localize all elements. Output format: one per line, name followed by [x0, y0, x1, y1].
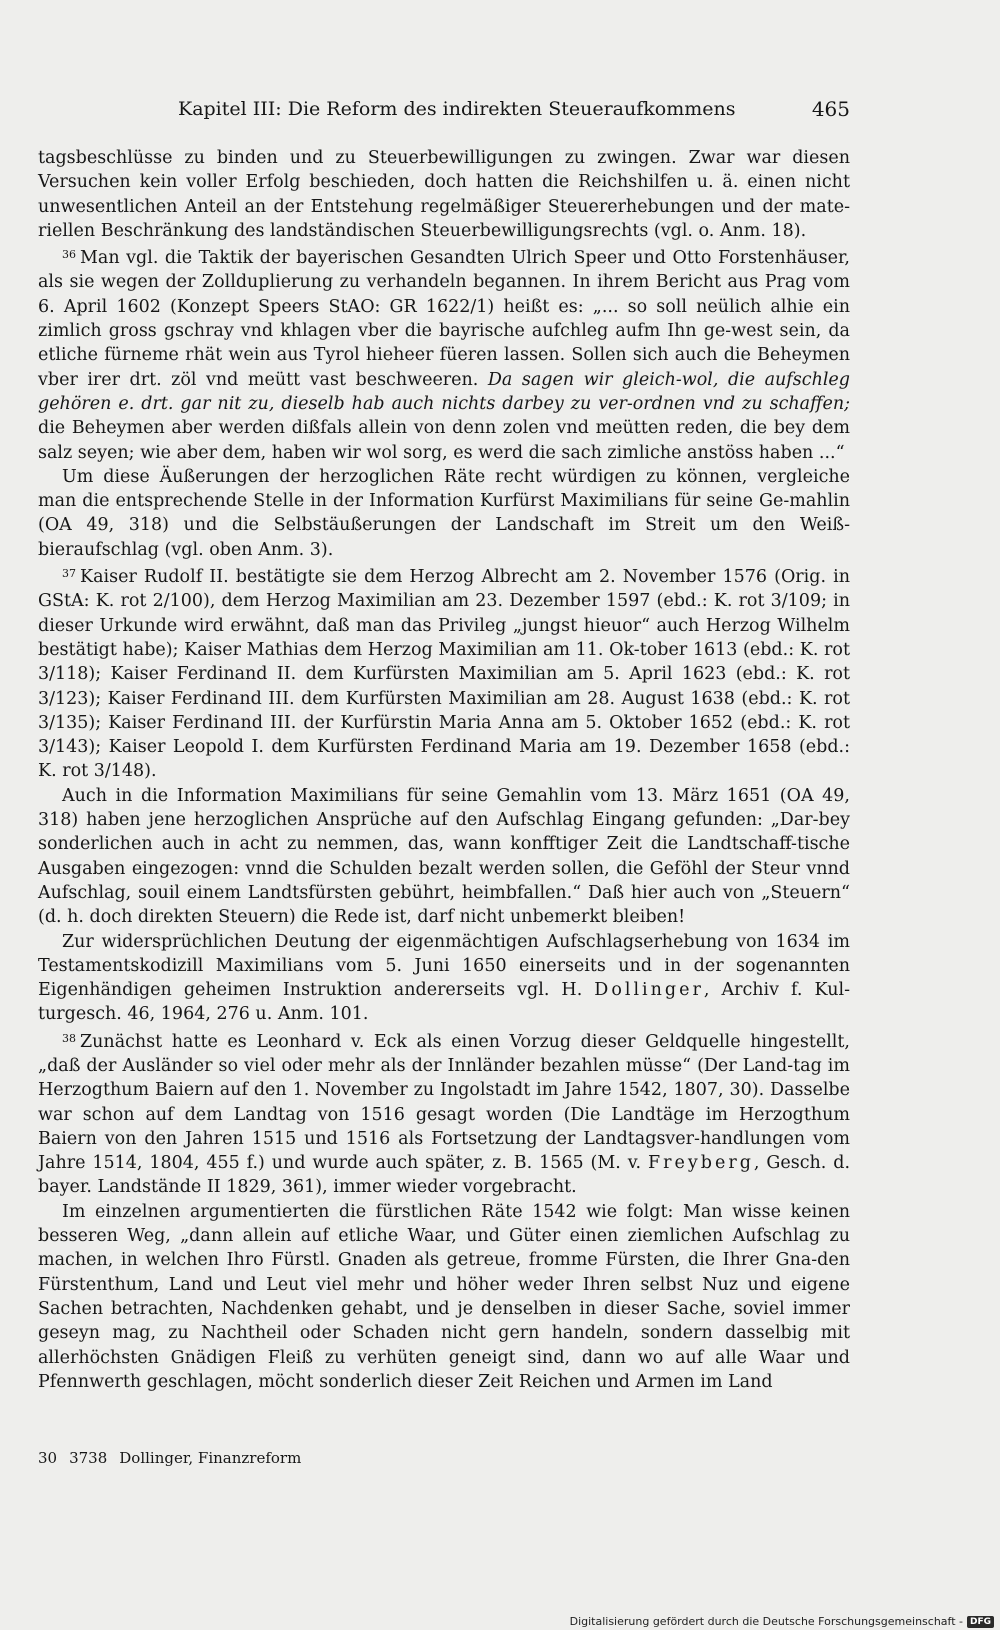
- footnote-marker: 38: [62, 1031, 76, 1045]
- author-name: Dollinger: [594, 980, 704, 1001]
- short-title: Dollinger, Finanzreform: [119, 1449, 302, 1467]
- paragraph: Um diese Äußerungen der herzoglichen Räte recht würdigen zu können, vergleiche man die entsprechende Stelle in der Information Kurfürst Maximilians für seine Ge-mahlin (OA 49, 318) und die Selbstäußerungen der Landschaft im Streit um den Weiß-bieraufschlag (vgl. oben Anm. 3).: [38, 466, 850, 560]
- italic-quote: Da sagen wir gleich-wol, die aufschleg gehören e. drt. gar nit zu, dieselb hab auch nichts darbey zu ver-ordnen vnd zu schaffen;: [38, 369, 850, 414]
- paragraph: Auch in die Information Maximilians für seine Gemahlin vom 13. März 1651 (OA 49, 318) haben jene herzoglichen Ansprüche auf den Aufschlag Eingang gefunden: „Dar-bey sonderlichen auch in acht zu nemmen, das, wann konfftiger Zeit die Landtschaff-tische Ausgaben eingezogen: vnnd die Schulden bezalt werden sollen, die Geföhl der Steur vnnd Aufschlag, souil einem Landtsfürsten gebührt, heimbfallen.“ Daß hier auch von „Steuern“ (d. h. doch direkten Steuern) die Rede ist, darf nicht unbemerkt bleiben!: [38, 785, 850, 928]
- footnote-37: $^{37}$ Kaiser Rudolf II. bestätigte sie dem Herzog Albrecht am 2. November 1576 (Orig. in GStA: K. rot 2/100), dem Herzog Maximilian am 23. Dezember 1597 (ebd.: K. rot 3/109; in dieser Urkunde wird erwähnt, daß man das Privileg „jungst hieuor“ auch Herzog Wilhelm bestätigt habe); Kaiser Mathias dem Herzog Maximilian am 11. Ok-tober 1613 (ebd.: K. rot 3/118); Kaiser Ferdinand II. dem Kurfürsten Maximilian am 5. April 1623 (ebd.: K. rot 3/123); Kaiser Ferdinand III. dem Kurfürsten Maximilian am 28. August 1638 (ebd.: K. rot 3/135); Kaiser Ferdinand III. der Kurfürstin Maria Anna am 5. Oktober 1652 (ebd.: K. rot 3/143); Kaiser Leopold I. dem Kurfürsten Ferdinand Maria am 19. Dezember 1658 (ebd.: K. rot 3/148).: [38, 567, 850, 782]
- footnote-36: $^{36}$ Man vgl. die Taktik der bayerischen Gesandten Ulrich Speer und Otto Forstenhäuser, als sie wegen der Zollduplierung zu verhandeln begannen. In ihrem Bericht aus Prag vom 6. April 1602 (Konzept Speers StAO: GR 1622/1) heißt es: „... so soll neülich alhie ein zimlich gross gschray vnd khlagen vber die bayrische aufchleg aufm Ihn ge-west sein, da etliche fürneme rhät wein aus Tyrol hieheer füeren lassen. Sollen sich auch die Beheymen vber irer drt. zöl vnd meütt vast beschweeren. Da sagen wir gleich-wol, die aufschleg gehören e. drt. gar nit zu, dieselb hab auch nichts darbey zu ver-ordnen vnd zu schaffen; die Beheymen aber werden dißfals allein von denn zolen vnd meütten reden, die bey dem salz seyen; wie aber dem, haben wir wol sorg, es werd die sach zimliche anstöss haben ...“: [38, 248, 850, 463]
- digitization-credit: [570, 1615, 994, 1628]
- paragraph: Im einzelnen argumentierten die fürstlichen Räte 1542 wie folgt: Man wisse keinen besseren Weg, „dann allein auf etliche Waar, und Güter einen ziemlichen Aufschlag zu machen, in welchen Ihro Fürstl. Gnaden als getreue, fromme Fürsten, die Ihrer Gna-den Fürstenthum, Land und Leut viel mehr und höher weder Ihren selbst Nuz und eigene Sachen betrachten, Nachdenken gehabt, und je denselben in dieser Sache, soviel immer geseyn mag, zu Nachtheil oder Schaden nicht gern handeln, sondern dasselbig mit allerhöchsten Gnädigen Fleiß zu verhüten geneigt sind, dann wo auf alle Waar und Pfennwerth geschlagen, möcht sonderlich dieser Zeit Reichen und Armen im Land: [38, 1201, 850, 1392]
- footnote-marker: 37: [62, 567, 76, 581]
- text-body: [38, 146, 850, 1394]
- paragraph-continuation: tagsbeschlüsse zu binden und zu Steuerbewilligungen zu zwingen. Zwar war diesen Versuchen kein voller Erfolg beschieden, doch hatten die Reichshilfen u. ä. einen nicht unwesentlichen Anteil an der Entstehung regelmäßiger Steuererhebungen und der mate-riellen Beschränkung des landständischen Steuerbewilligungsrechts (vgl. o. Anm. 18).: [38, 148, 850, 241]
- paragraph: Zur widersprüchlichen Deutung der eigenmächtigen Aufschlagserhebung von 1634 im Testamentskodizill Maximilians vom 5. Juni 1650 einerseits und in der sogenannten Eigenhändigen geheimen Instruktion andererseits vgl. H. Dollinger, Archiv f. Kul-turgesch. 46, 1964, 276 u. Anm. 101.: [38, 931, 850, 1025]
- footnote-marker: 36: [62, 248, 76, 262]
- chapter-title: Kapitel III: Die Reform des indirekten Steueraufkommens: [178, 98, 736, 120]
- job-code: 3738: [69, 1449, 108, 1467]
- printer-signature: [38, 1446, 301, 1470]
- credit-text: Digitalisierung gefördert durch die Deutsche Forschungsgemeinschaft -: [569, 1615, 963, 1628]
- author-name: Freyberg: [648, 1153, 754, 1174]
- page-number: 465: [811, 97, 850, 121]
- footnote-38: $^{38}$ Zunächst hatte es Leonhard v. Eck als einen Vorzug dieser Geldquelle hingestellt, „daß der Ausländer so viel oder mehr als der Innländer bezahlen müsse“ (Der Land-tag im Herzogthum Baiern auf den 1. November zu Ingolstadt im Jahre 1542, 1807, 30). Dasselbe war schon auf dem Landtag von 1516 gesagt worden (Die Landtäge im Herzogthum Baiern von den Jahren 1515 und 1516 als Fortsetzung der Landtagsver-handlungen vom Jahre 1514, 1804, 455 f.) und wurde auch später, z. B. 1565 (M. v. Freyberg, Gesch. d. bayer. Landstände II 1829, 361), immer wieder vorgebracht.: [38, 1031, 851, 1198]
- running-header: [178, 92, 850, 126]
- dfg-logo-icon: DFG: [967, 1616, 994, 1628]
- sheet-number: 30: [38, 1449, 58, 1467]
